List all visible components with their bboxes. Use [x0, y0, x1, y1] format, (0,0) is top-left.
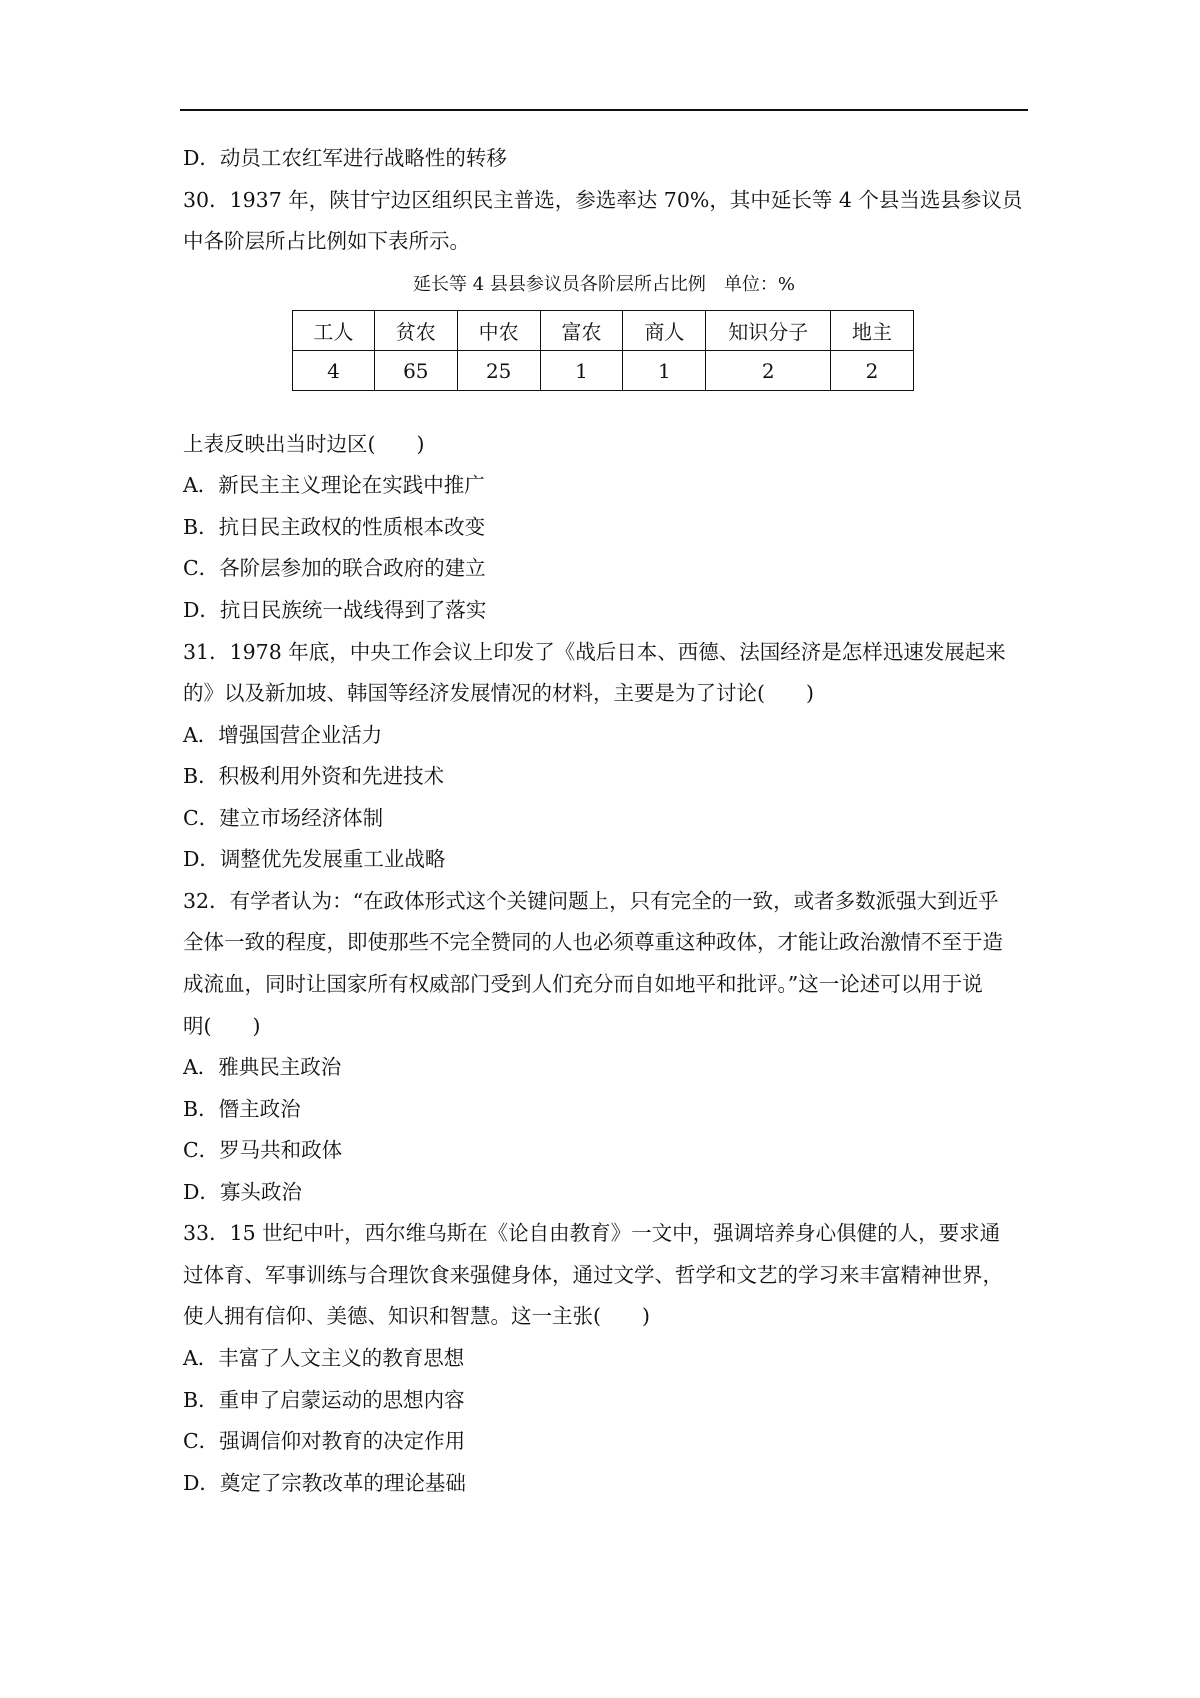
table-header-cell: 富农: [540, 311, 623, 351]
q33-stem-line-1: 33．15 世纪中叶，西尔维乌斯在《论自由教育》一文中，强调培养身心俱健的人，要求通: [183, 1221, 1001, 1245]
q33-option-c: C．强调信仰对教育的决定作用: [183, 1429, 466, 1453]
q30-option-d: D．抗日民族统一战线得到了落实: [183, 598, 487, 622]
q33-stem-line-3: 使人拥有信仰、美德、知识和智慧。这一主张( ): [183, 1304, 650, 1328]
table-value-cell: 65: [374, 351, 457, 391]
table-value-cell: 2: [831, 351, 914, 391]
table-value-cell: 1: [540, 351, 623, 391]
q31-stem-line-1: 31．1978 年底，中央工作会议上印发了《战后日本、西德、法国经济是怎样迅速发展起来: [183, 640, 1006, 664]
q31-option-c: C．建立市场经济体制: [183, 806, 384, 830]
q32-option-c: C．罗马共和政体: [183, 1138, 343, 1162]
table-value-row: [293, 351, 914, 391]
q31-option-b: B．积极利用外资和先进技术: [183, 764, 445, 788]
q32-stem-line-1: 32．有学者认为：“在政体形式这个关键问题上，只有完全的一致，或者多数派强大到近乎: [183, 889, 999, 913]
table-value-cell: 4: [293, 351, 375, 391]
table-header-row: [293, 311, 914, 351]
table-header-cell: 工人: [293, 311, 375, 351]
q31-stem-line-2: 的》以及新加坡、韩国等经济发展情况的材料，主要是为了讨论( ): [183, 681, 814, 705]
q30-option-a: A．新民主主义理论在实践中推广: [183, 473, 485, 497]
table-header-cell: 中农: [457, 311, 540, 351]
ratio-table: [292, 310, 914, 391]
q30-option-b: B．抗日民主政权的性质根本改变: [183, 515, 486, 539]
q33-option-a: A．丰富了人文主义的教育思想: [183, 1346, 465, 1370]
q29-option-d: D．动员工农红军进行战略性的转移: [183, 146, 507, 170]
table-header-cell: 知识分子: [706, 311, 831, 351]
q31-option-d: D．调整优先发展重工业战略: [183, 847, 446, 871]
header-rule: [180, 109, 1028, 111]
table-header-cell: 贫农: [374, 311, 457, 351]
q30-stem-line-1: 30．1937 年，陕甘宁边区组织民主普选，参选率达 70%，其中延长等 4 个县当选县参议员: [183, 188, 1023, 212]
q33-stem-line-2: 过体育、军事训练与合理饮食来强健身体，通过文学、哲学和文艺的学习来丰富精神世界，: [183, 1263, 1003, 1287]
q33-option-d: D．奠定了宗教改革的理论基础: [183, 1471, 466, 1495]
q33-option-b: B．重申了启蒙运动的思想内容: [183, 1388, 465, 1412]
table-value-cell: 25: [457, 351, 540, 391]
table-caption: 延长等 4 县县参议员各阶层所占比例 单位：%: [413, 274, 795, 295]
table-header-cell: 商人: [623, 311, 706, 351]
q32-option-d: D．寡头政治: [183, 1180, 302, 1204]
q31-option-a: A．增强国营企业活力: [183, 723, 383, 747]
q30-option-c: C．各阶层参加的联合政府的建立: [183, 556, 486, 580]
table-value-cell: 1: [623, 351, 706, 391]
table-value-cell: 2: [706, 351, 831, 391]
q32-option-a: A．雅典民主政治: [183, 1055, 342, 1079]
q32-stem-line-3: 成流血，同时让国家所有权威部门受到人们充分而自如地平和批评。”这一论述可以用于说: [183, 972, 983, 996]
q32-stem-line-4: 明( ): [183, 1014, 261, 1038]
table-header-cell: 地主: [831, 311, 914, 351]
q32-option-b: B．僭主政治: [183, 1097, 301, 1121]
q32-stem-line-2: 全体一致的程度，即使那些不完全赞同的人也必须尊重这种政体，才能让政治激情不至于造: [183, 930, 1003, 954]
q30-prompt: 上表反映出当时边区( ): [183, 432, 425, 456]
q30-stem-line-2: 中各阶层所占比例如下表所示。: [183, 229, 470, 253]
